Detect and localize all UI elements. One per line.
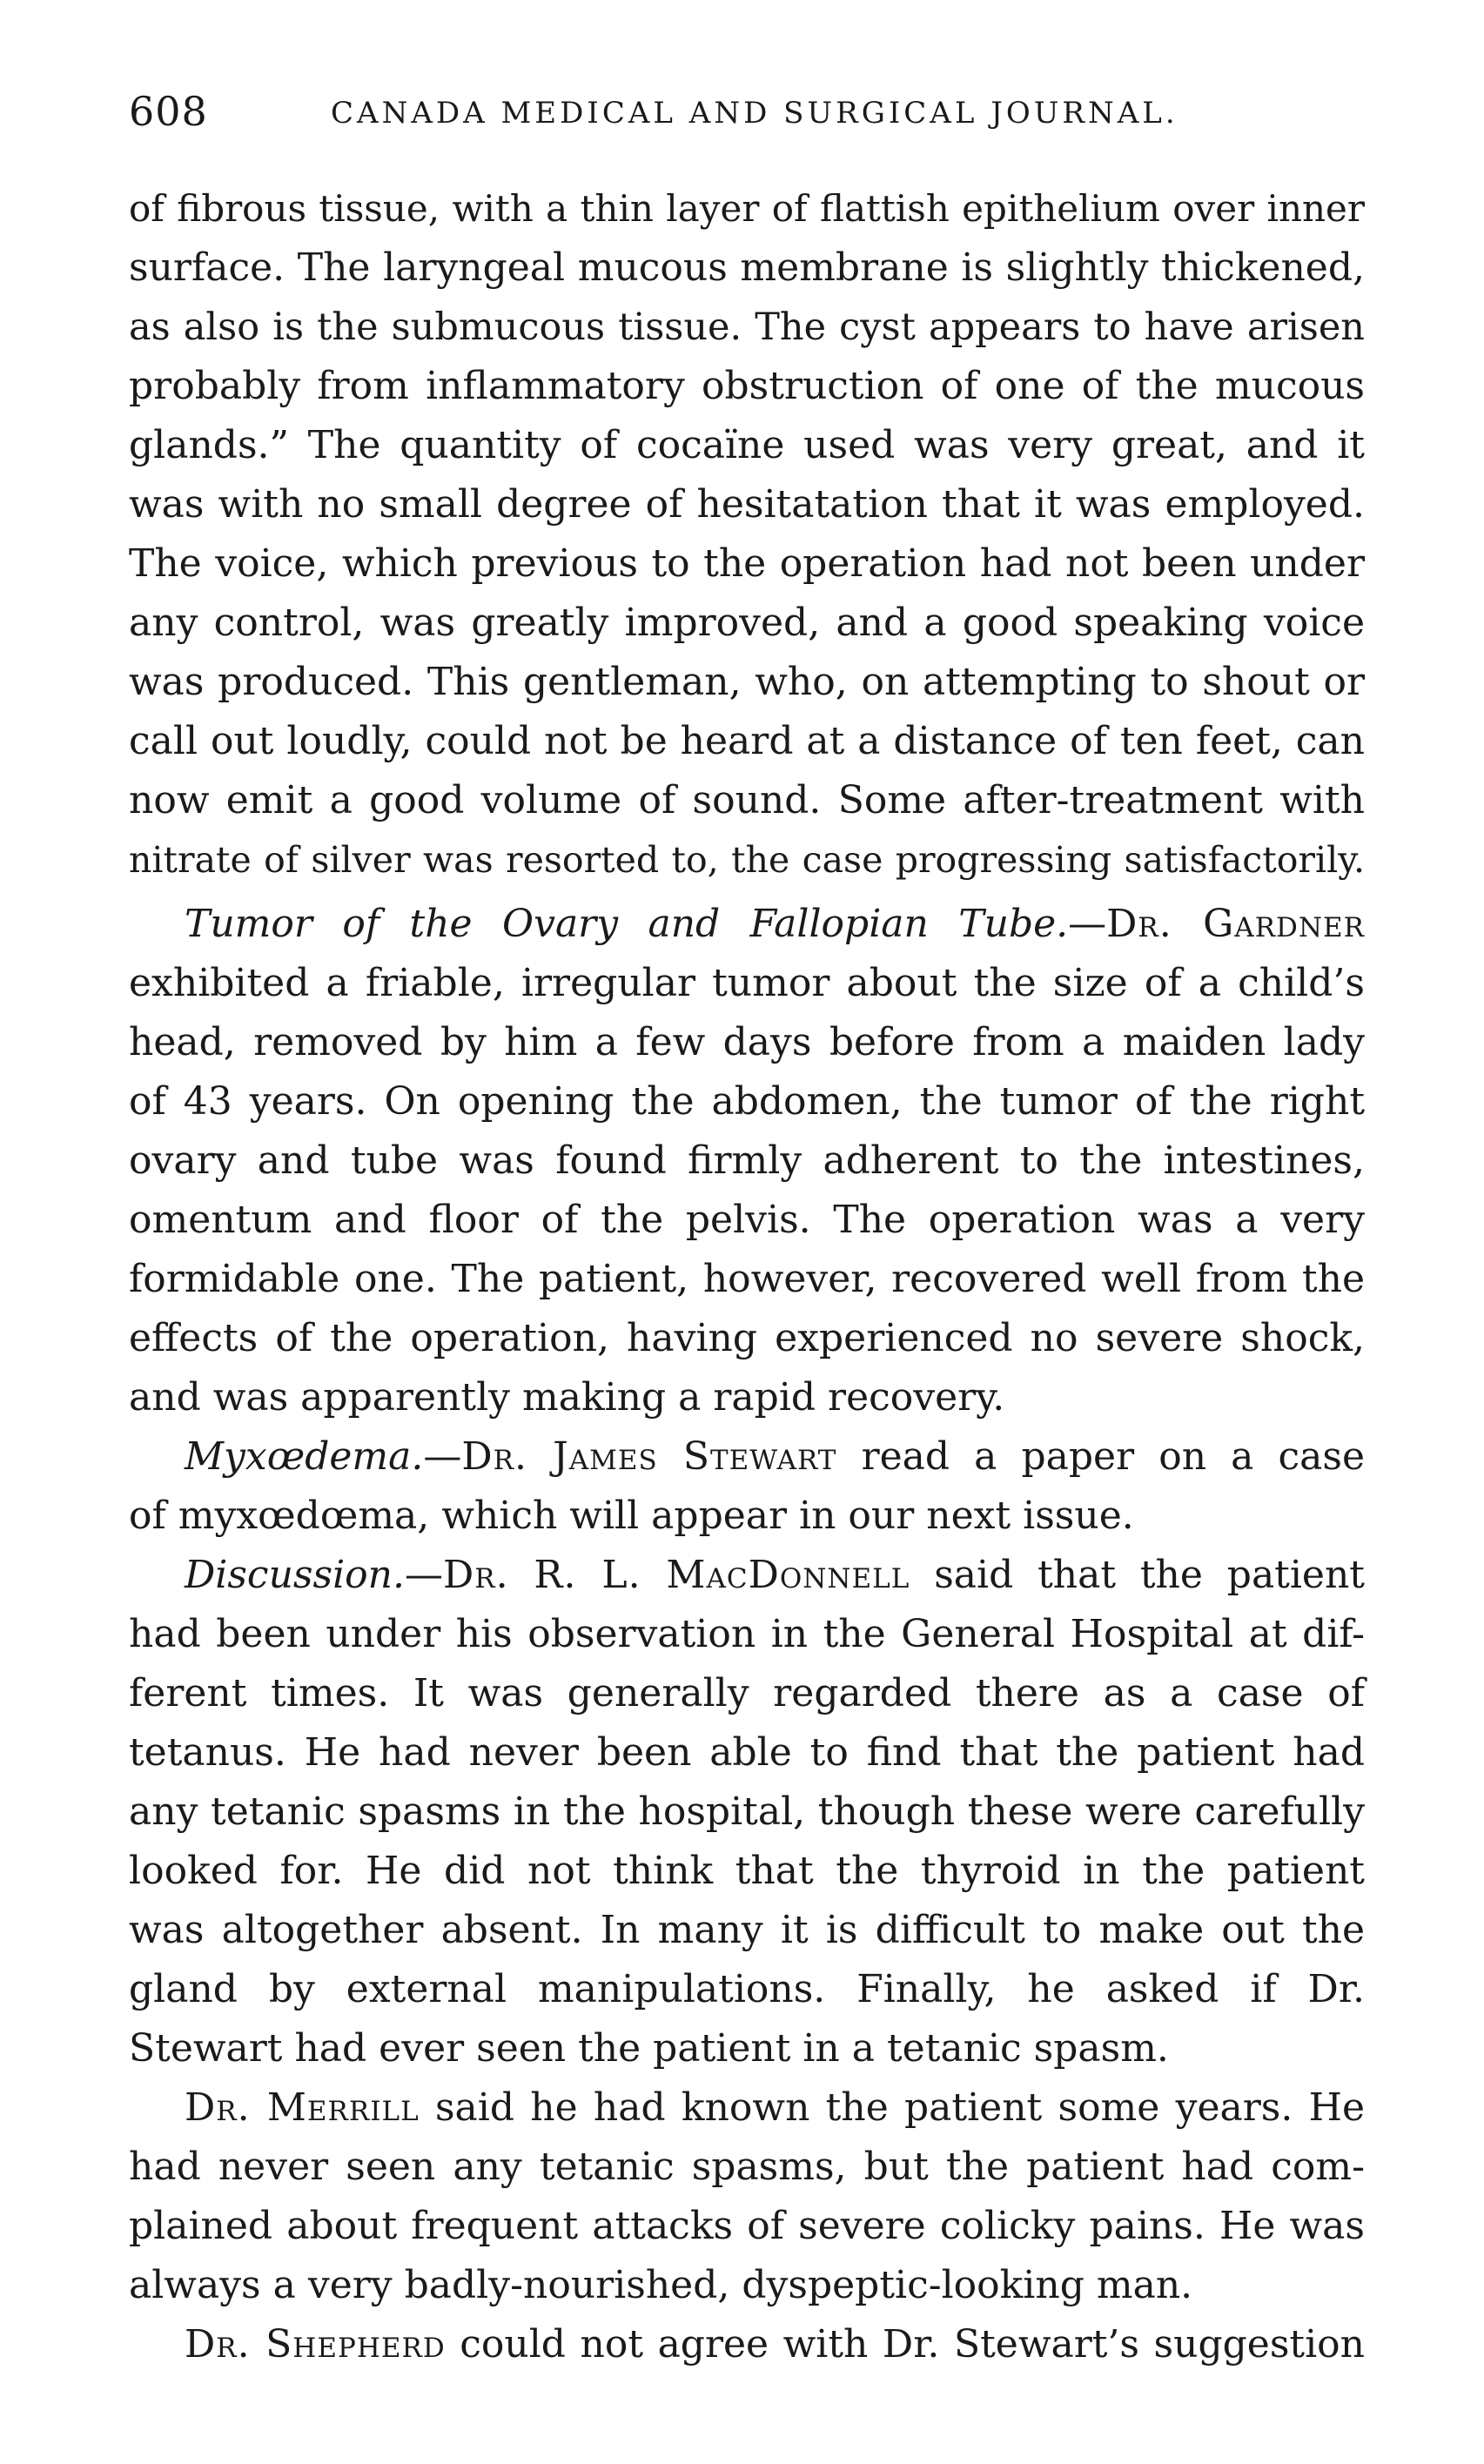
- paragraph-opening-line: [129, 1427, 1365, 1487]
- text-line: ferent times. It was generally regarded there as a case of: [129, 1671, 1365, 1715]
- speaker-name: Dr. Merrill: [185, 2085, 420, 2130]
- paragraph-opening-line: [129, 2315, 1365, 2374]
- speaker-name: Dr. Gardner: [1106, 902, 1365, 946]
- text-line: was produced. This gentleman, who, on attempting to shout or: [129, 660, 1365, 704]
- text-line: Stewart had ever seen the patient in a tetanic spasm.: [129, 2026, 1169, 2071]
- speaker-name: Dr. R. L. MacDonnell: [442, 1553, 910, 1597]
- text-line: head, removed by him a few days before from a maiden lady: [129, 1020, 1365, 1064]
- text-line: plained about frequent attacks of severe colicky pains. He was: [129, 2204, 1365, 2248]
- text-line: effects of the operation, having experienced no severe shock,: [129, 1316, 1365, 1360]
- text-line: glands.” The quantity of cocaïne used was very great, and it: [129, 423, 1365, 467]
- text-line: of 43 years. On opening the abdomen, the tumor of the right: [129, 1079, 1365, 1124]
- paragraph-opening-line: [129, 2078, 1365, 2138]
- text-line: was altogether absent. In many it is difficult to make out the: [129, 1908, 1365, 1952]
- running-title: CANADA MEDICAL AND SURGICAL JOURNAL.: [331, 96, 1178, 131]
- line-continuation: said he had known the patient some years. He: [419, 2085, 1366, 2130]
- section-heading-discussion: Discussion.: [185, 1553, 405, 1597]
- text-line: as also is the submucous tissue. The cyst appears to have arisen: [129, 305, 1365, 349]
- paragraph-opening-line: [129, 1546, 1365, 1605]
- paragraph-opening-line: [129, 895, 1365, 954]
- page-number: 608: [129, 88, 208, 135]
- text-line: of fibrous tissue, with a thin layer of flattish epithelium over inner: [129, 187, 1365, 230]
- text-line: The voice, which previous to the operation had not been under: [129, 541, 1365, 586]
- line-continuation: could not agree with Dr. Stewart’s suggestion: [445, 2322, 1365, 2367]
- heading-dash: —: [423, 1434, 462, 1479]
- text-line: ovary and tube was found firmly adherent to the intestines,: [129, 1138, 1365, 1183]
- text-line: exhibited a friable, irregular tumor about the size of a child’s: [129, 961, 1365, 1005]
- text-line: call out loudly, could not be heard at a distance of ten feet, can: [129, 719, 1365, 763]
- text-line: had been under his observation in the General Hospital at dif-: [129, 1612, 1365, 1656]
- text-line: tetanus. He had never been able to find that the patient had: [129, 1730, 1365, 1775]
- text-line: was with no small degree of hesitatation that it was employed.: [129, 482, 1365, 527]
- text-line: of myxœdœma, which will appear in our next issue.: [129, 1494, 1134, 1538]
- text-line: and was apparently making a rapid recovery.: [129, 1375, 1005, 1420]
- speaker-name: Dr. Shepherd: [185, 2322, 446, 2367]
- text-line: any tetanic spasms in the hospital, though these were carefully: [129, 1789, 1365, 1834]
- heading-dash: —: [404, 1553, 443, 1597]
- text-line: now emit a good volume of sound. Some after-treatment with: [129, 778, 1365, 822]
- text-line: looked for. He did not think that the thyroid in the patient: [129, 1849, 1365, 1893]
- text-line: had never seen any tetanic spasms, but the patient had com-: [129, 2145, 1365, 2189]
- heading-dash: —: [1068, 902, 1107, 946]
- text-line: any control, was greatly improved, and a good speaking voice: [129, 601, 1365, 645]
- text-line: gland by external manipulations. Finally, he asked if Dr.: [129, 1967, 1365, 2011]
- text-line: surface. The laryngeal mucous membrane is slightly thickened,: [129, 245, 1365, 290]
- speaker-name: Dr. James Stewart: [461, 1434, 837, 1479]
- text-line: always a very badly-nourished, dyspeptic-looking man.: [129, 2263, 1193, 2307]
- line-continuation: read a paper on a case: [836, 1434, 1365, 1479]
- section-heading-tumor: Tumor of the Ovary and Fallopian Tube.: [185, 902, 1069, 946]
- text-line: probably from inflammatory obstruction of one of the mucous: [129, 364, 1365, 408]
- text-line: nitrate of silver was resorted to, the case progressing satisfactorily.: [129, 839, 1365, 881]
- line-continuation: said that the patient: [910, 1553, 1365, 1597]
- text-line: formidable one. The patient, however, recovered well from the: [129, 1257, 1365, 1301]
- section-heading-myxoedema: Myxœdema.: [185, 1434, 424, 1479]
- page-header: [129, 85, 1365, 138]
- article-text: [129, 179, 1365, 2374]
- text-line: omentum and floor of the pelvis. The operation was a very: [129, 1198, 1365, 1242]
